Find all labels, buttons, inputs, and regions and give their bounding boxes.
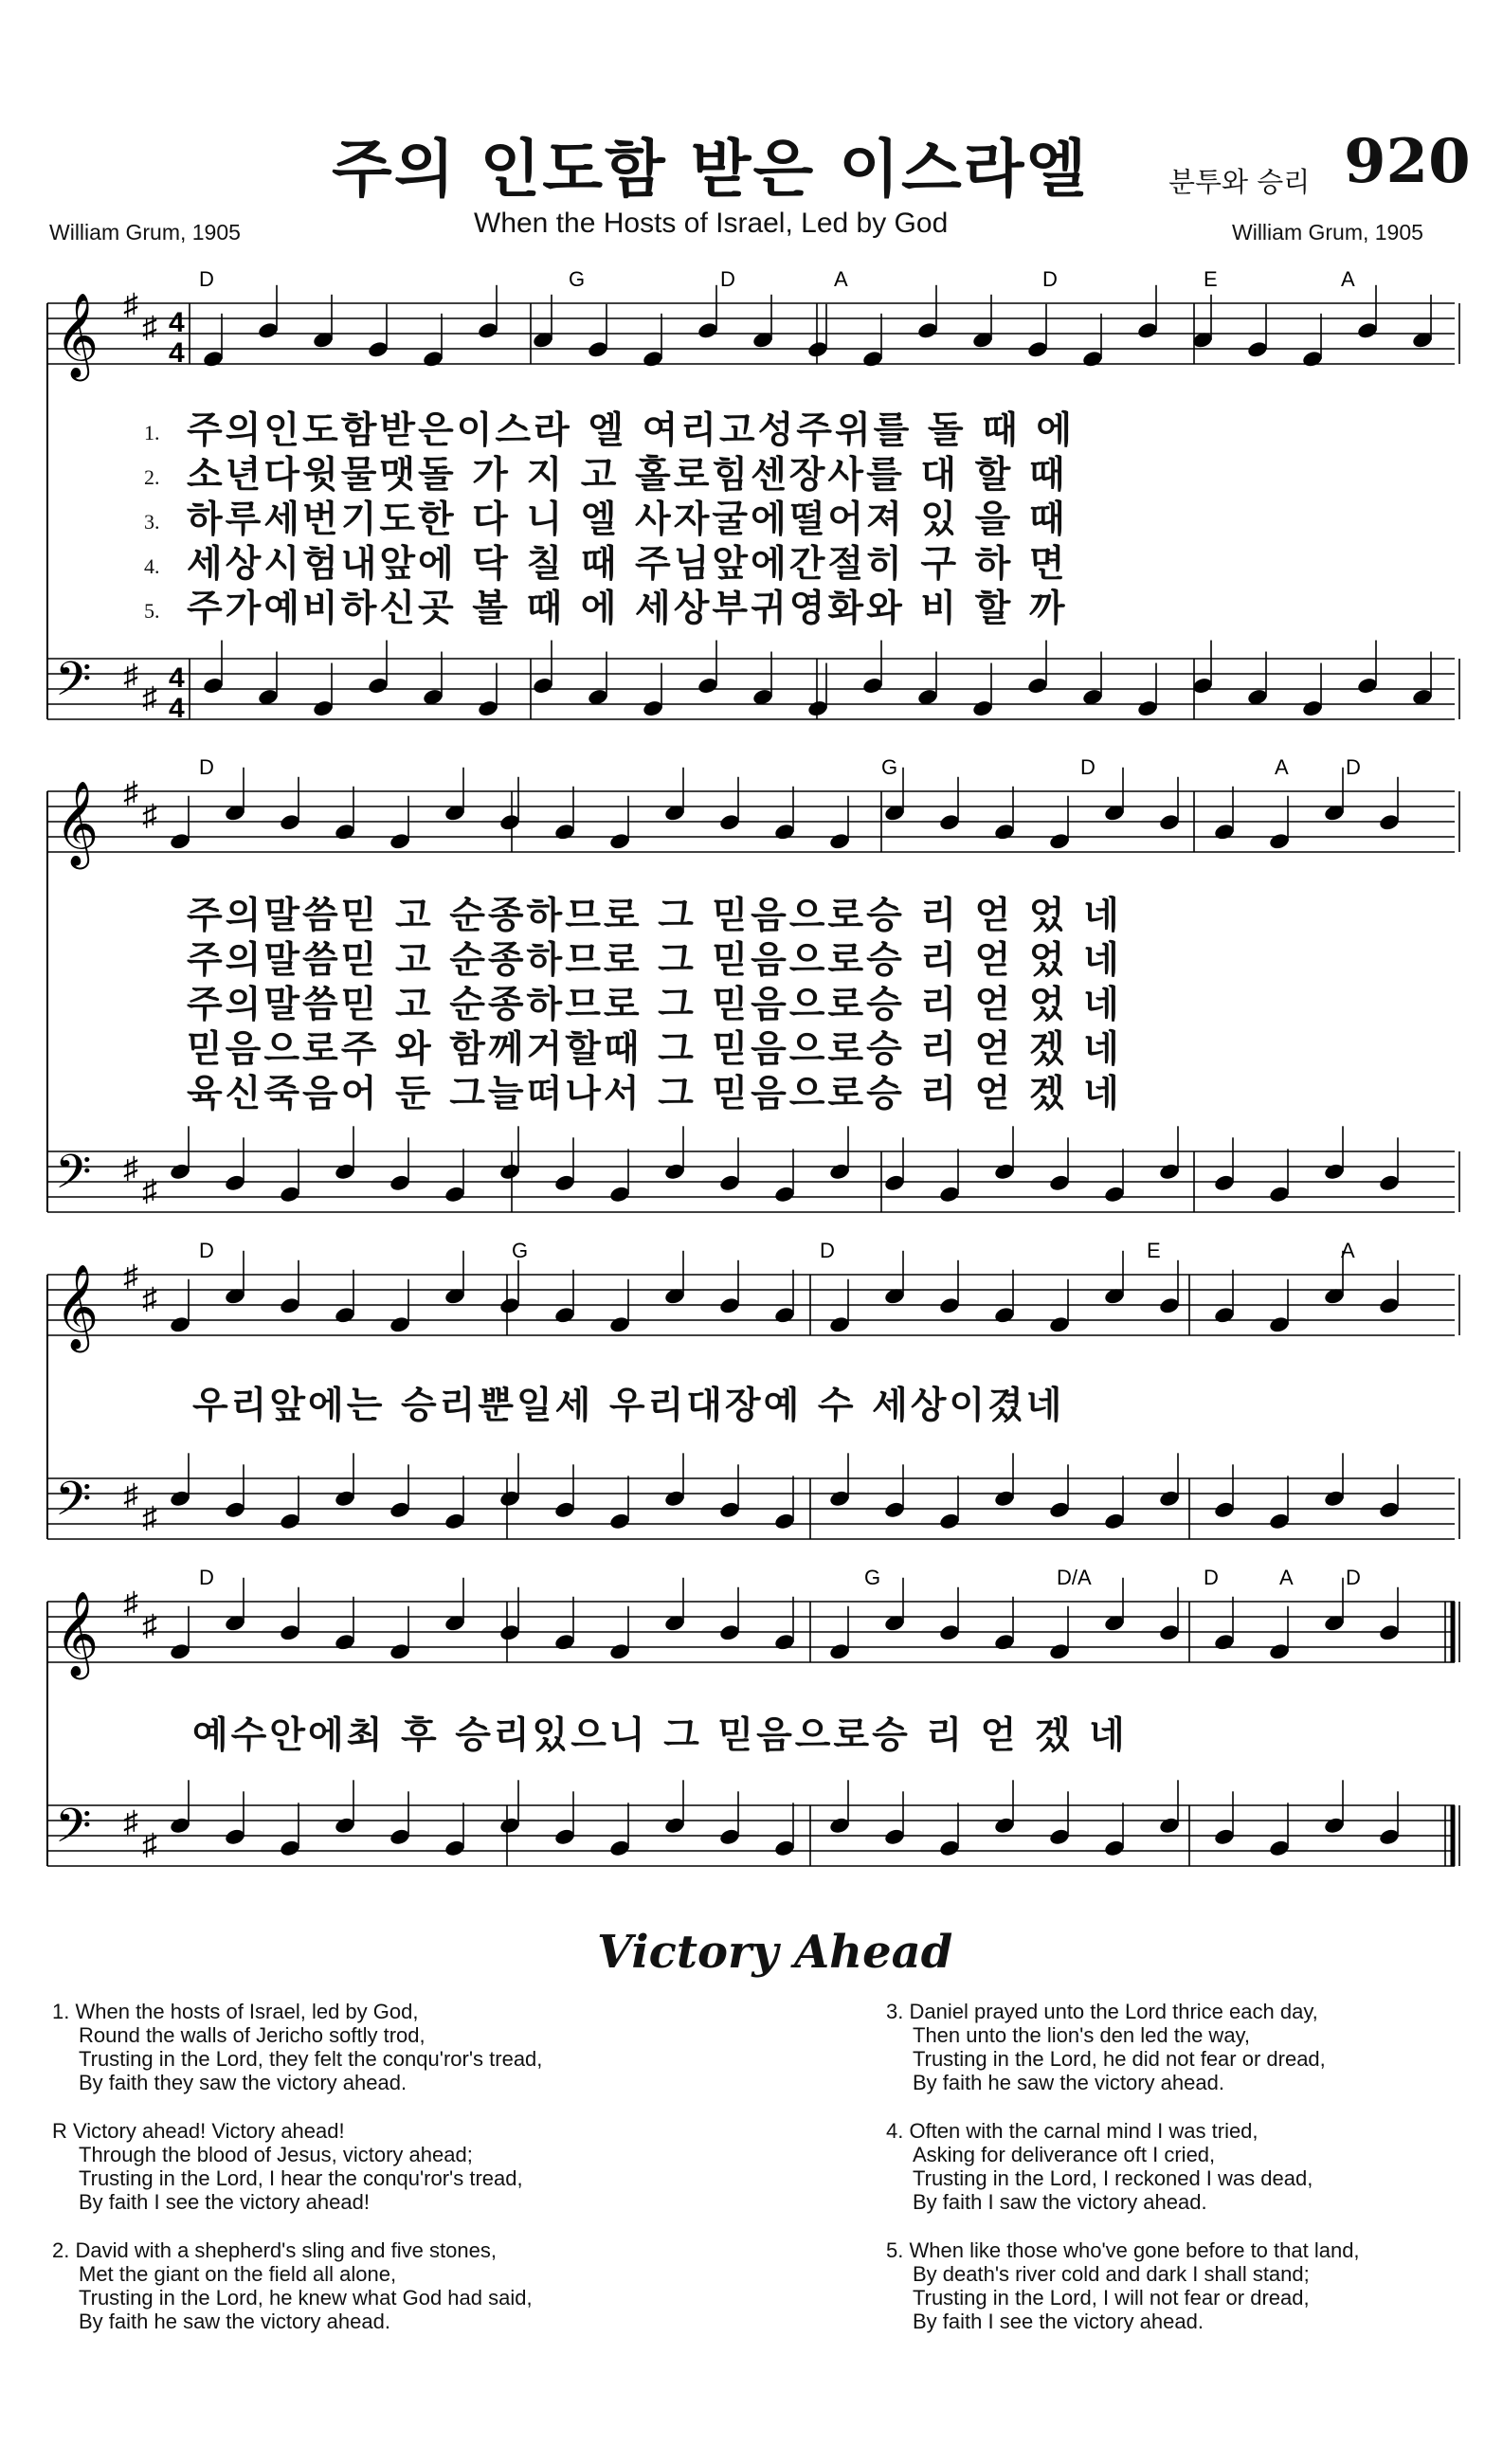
lyric-line-s2-v3: 주의말씀믿 고 순종하므로 그 믿음으로승 리 얻 었 네 — [187, 984, 1122, 1026]
time-signature-top: 4 — [169, 662, 185, 694]
english-refrain: R Victory ahead! Victory ahead! Through the blood of Jesus, victory ahead; Trusting in the Lord, I hear the conqu'ror's tread, By faith I see the victory ahead! — [52, 2119, 523, 2214]
chord-symbol: D — [199, 1566, 214, 1589]
hymn-number: 920 — [1344, 126, 1471, 197]
lyric-line-s3: 우리앞에는 승리뿐일세 우리대장예 수 세상이겼네 — [192, 1385, 1065, 1427]
time-signature-top: 4 — [169, 307, 185, 338]
chord-symbol: D — [1042, 267, 1058, 291]
chord-symbol: A — [1275, 755, 1289, 779]
chord-symbol: D — [199, 755, 214, 779]
lyric-line-s1-v5: 5. 주가예비하신곳 볼 때 에 세상부귀영화와 비 할 까 — [144, 588, 1068, 630]
chord-symbol: G — [512, 1239, 529, 1262]
treble-clef-icon: 𝄞 — [55, 781, 100, 864]
sharp-icon: ♯ — [123, 287, 138, 321]
english-stanza-3: 3. Daniel prayed unto the Lord thrice each day, Then unto the lion's den led the way, Trusting in the Lord, he did not fear or dread, By faith he saw the victory ahead. — [886, 2000, 1326, 2094]
sharp-icon: ♯ — [123, 1259, 138, 1293]
treble-clef-icon: 𝄞 — [55, 1264, 100, 1348]
chord-symbol: A — [1341, 267, 1355, 291]
lyric-line-s1-v3: 3. 하루세번기도한 다 니 엘 사자굴에떨어져 있 을 때 — [144, 498, 1068, 541]
sharp-icon: ♯ — [142, 798, 157, 832]
credit-right: William Grum, 1905 — [1232, 220, 1423, 245]
chord-symbol: D — [199, 1239, 214, 1262]
lyric-line-s2-v2: 주의말씀믿 고 순종하므로 그 믿음으로승 리 얻 었 네 — [187, 939, 1122, 982]
sharp-icon: ♯ — [142, 1608, 157, 1642]
chord-symbol: E — [1204, 267, 1218, 291]
chord-symbol: G — [569, 267, 586, 291]
chord-symbol: G — [864, 1566, 881, 1589]
credit-left: William Grum, 1905 — [49, 220, 241, 245]
time-signature-bottom: 4 — [169, 693, 185, 724]
lyric-line-s1-v1: 1. 주의인도함받은이스라 엘 여리고성주위를 돌 때 에 — [144, 409, 1076, 452]
verse-number: 5. — [144, 598, 160, 623]
chord-symbol: D — [1346, 755, 1361, 779]
sharp-icon: ♯ — [123, 658, 138, 692]
sharp-icon: ♯ — [123, 775, 138, 809]
bass-clef-icon: 𝄢 — [55, 653, 92, 716]
treble-clef-icon: 𝄞 — [55, 1591, 100, 1675]
lyric-line-s1-v4: 4. 세상시험내앞에 닥 칠 때 주님앞에간절히 구 하 면 — [144, 543, 1068, 586]
category-label: 분투와 승리 — [1168, 166, 1311, 198]
chord-symbol: D/A — [1057, 1566, 1092, 1589]
lyric-line-s4: 예수안에최 후 승리있으니 그 믿음으로승 리 얻 겠 네 — [192, 1714, 1128, 1757]
time-signature-bottom: 4 — [169, 337, 185, 369]
english-subtitle: When the Hosts of Israel, Led by God — [474, 208, 949, 239]
chord-symbol: D — [199, 267, 214, 291]
korean-title: 주의 인도함 받은 이스라엘 — [332, 133, 1089, 206]
sharp-icon: ♯ — [123, 1477, 138, 1512]
chord-symbol: D — [1346, 1566, 1361, 1589]
sharp-icon: ♯ — [142, 1173, 157, 1207]
chord-symbol: E — [1147, 1239, 1161, 1262]
treble-clef-icon: 𝄞 — [55, 293, 100, 376]
sharp-icon: ♯ — [142, 680, 157, 715]
sharp-icon: ♯ — [123, 1804, 138, 1839]
verse-number: 3. — [144, 509, 160, 534]
english-stanza-2: 2. David with a shepherd's sling and five stones, Met the giant on the field all alone, Trusting in the Lord, he knew what God had said, By faith he saw the victory ahead. — [52, 2238, 533, 2333]
verse-number: 1. — [144, 420, 160, 444]
sharp-icon: ♯ — [142, 1827, 157, 1861]
verse-number: 2. — [144, 464, 160, 489]
bass-clef-icon: 𝄢 — [55, 1800, 92, 1863]
verse-number: 4. — [144, 553, 160, 578]
sharp-icon: ♯ — [142, 1281, 157, 1315]
chord-symbol: D — [720, 267, 735, 291]
english-stanza-5: 5. When like those who've gone before to that land, By death's river cold and dark I shall stand; Trusting in the Lord, I will not fear or dread, By faith I see the victory ahead. — [886, 2238, 1360, 2333]
chord-symbol: D — [1204, 1566, 1219, 1589]
english-stanza-1: 1. When the hosts of Israel, led by God, Round the walls of Jericho softly trod, Trusting in the Lord, they felt the conqu'ror's tread, By faith they saw the victory ahead. — [52, 2000, 543, 2094]
bass-clef-icon: 𝄢 — [55, 1473, 92, 1536]
chord-symbol: D — [1080, 755, 1096, 779]
chord-symbol: G — [881, 755, 898, 779]
lyric-line-s2-v4: 믿음으로주 와 함께거할때 그 믿음으로승 리 얻 겠 네 — [187, 1028, 1122, 1071]
chord-symbol: A — [834, 267, 848, 291]
chord-symbol: A — [1341, 1239, 1355, 1262]
chord-symbol: A — [1279, 1566, 1294, 1589]
bass-clef-icon: 𝄢 — [55, 1146, 92, 1209]
chord-symbol: D — [820, 1239, 835, 1262]
sharp-icon: ♯ — [123, 1585, 138, 1620]
lyric-line-s2-v1: 주의말씀믿 고 순종하므로 그 믿음으로승 리 얻 었 네 — [187, 895, 1122, 937]
sharp-icon: ♯ — [142, 1500, 157, 1534]
lyric-line-s1-v2: 2. 소년다윗물맷돌 가 지 고 홀로힘센장사를 대 할 때 — [144, 454, 1068, 497]
lyric-line-s2-v5: 육신죽음어 둔 그늘떠나서 그 믿음으로승 리 얻 겠 네 — [187, 1073, 1122, 1115]
english-hymn-title: Victory Ahead — [597, 1926, 953, 1979]
english-stanza-4: 4. Often with the carnal mind I was tried, Asking for deliverance oft I cried, Trusting in the Lord, I reckoned I was dead, By faith I saw the victory ahead. — [886, 2119, 1313, 2214]
sharp-icon: ♯ — [142, 310, 157, 344]
sharp-icon: ♯ — [123, 1150, 138, 1185]
